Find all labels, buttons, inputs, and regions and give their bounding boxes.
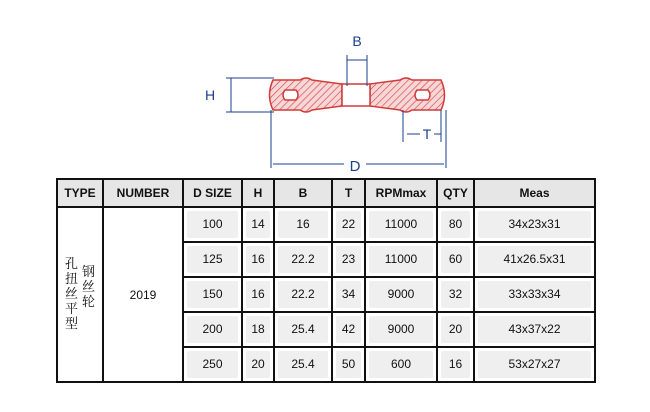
meas-cell: 34x23x31 (474, 207, 595, 242)
left-flange-shape (270, 78, 343, 112)
h-cell: 20 (242, 347, 274, 382)
b-cell: 22.2 (274, 242, 332, 277)
t-cell: 22 (332, 207, 365, 242)
rpm-cell: 11000 (365, 207, 437, 242)
header-b: B (274, 179, 332, 207)
header-t: T (332, 179, 365, 207)
h-cell: 18 (242, 312, 274, 347)
t-cell: 50 (332, 347, 365, 382)
header-qty: QTY (437, 179, 474, 207)
header-h: H (242, 179, 274, 207)
rpm-cell: 600 (365, 347, 437, 382)
d-size-cell: 200 (183, 312, 242, 347)
d-size-cell: 150 (183, 277, 242, 312)
dimension-label-d: D (349, 158, 361, 175)
spec-table (56, 178, 596, 383)
header-type: TYPE (57, 179, 103, 207)
header-d-size: D SIZE (183, 179, 242, 207)
rpm-cell: 9000 (365, 312, 437, 347)
meas-cell: 43x37x22 (474, 312, 595, 347)
rpm-cell: 9000 (365, 277, 437, 312)
b-cell: 25.4 (274, 312, 332, 347)
meas-cell: 41x26.5x31 (474, 242, 595, 277)
qty-cell: 32 (437, 277, 474, 312)
qty-cell: 20 (437, 312, 474, 347)
d-size-cell: 250 (183, 347, 242, 382)
dimension-label-b: B (352, 33, 362, 49)
meas-cell: 33x33x34 (474, 277, 595, 312)
table-header-row (57, 179, 595, 207)
b-cell: 25.4 (274, 347, 332, 382)
t-cell: 42 (332, 312, 365, 347)
right-flange-shape (370, 78, 445, 112)
qty-cell: 80 (437, 207, 474, 242)
wheel-cross-section-diagram (0, 0, 650, 178)
center-bore (342, 84, 370, 106)
t-cell: 23 (332, 242, 365, 277)
b-cell: 22.2 (274, 277, 332, 312)
qty-cell: 60 (437, 242, 474, 277)
header-rpm-max: RPMmax (365, 179, 437, 207)
d-size-cell: 100 (183, 207, 242, 242)
header-meas: Meas (474, 179, 595, 207)
h-cell: 16 (242, 277, 274, 312)
b-cell: 16 (274, 207, 332, 242)
type-text-column-1: 孔 扭 丝 平 型 (64, 257, 78, 332)
d-size-cell: 125 (183, 242, 242, 277)
h-cell: 14 (242, 207, 274, 242)
table-row (57, 207, 595, 242)
type-text-column-2: 钢 丝 轮 (82, 265, 96, 310)
qty-cell: 16 (437, 347, 474, 382)
type-cell (57, 207, 103, 382)
number-cell: 2019 (103, 207, 183, 382)
dimension-label-h: H (204, 87, 216, 103)
t-cell: 34 (332, 277, 365, 312)
dimension-label-t: T (422, 126, 432, 142)
header-number: NUMBER (103, 179, 183, 207)
meas-cell: 53x27x27 (474, 347, 595, 382)
rpm-cell: 11000 (365, 242, 437, 277)
h-cell: 16 (242, 242, 274, 277)
